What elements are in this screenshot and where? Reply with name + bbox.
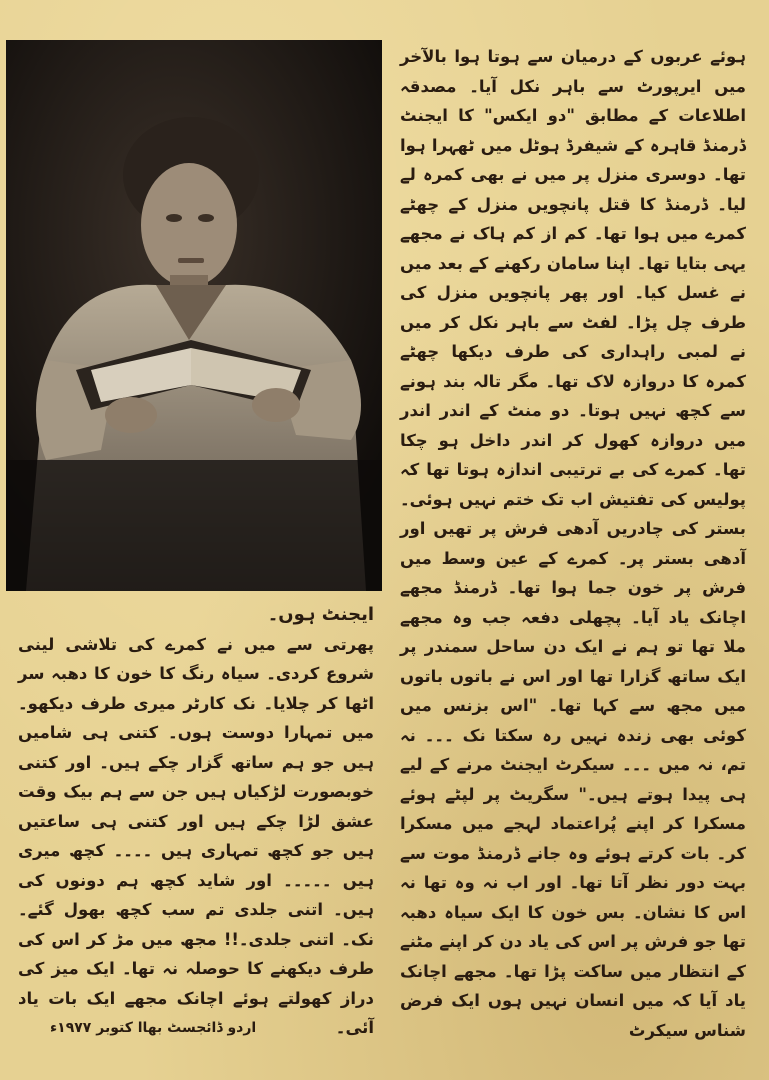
article-right-column bbox=[400, 42, 746, 1045]
article-paragraph: پھرتی سے میں نے کمرے کی تلاشی لینی شروع کردی۔ سیاہ رنگ کا خون کا دھبہ سر اٹھا کر چلایا۔ نک کارٹر میری طرف دیکھو۔ میں تمہارا دوست ہوں۔ کتنی ہی شامیں ہیں جو ہم ساتھ گزار چکے ہیں۔ اور کتنی خوبصورت لڑکیاں ہیں جن سے ہم بیک وقت عشق لڑا چکے ہیں اور کتنی ہی ساعتیں ہیں جو کچھ تمہاری ہیں ۔۔۔۔ کچھ میری ہیں ۔۔۔۔۔ اور شاید کچھ ہم دونوں کی ہیں۔ اتنی جلدی تم سب کچھ بھول گئے۔ نک۔ اتنی جلدی۔!! مجھ میں مڑ کر اس کی طرف دیکھنے کا حوصلہ نہ تھا۔ ایک میز کی دراز کھولتے ہوئے اچانک مجھے ایک بات یاد آئی۔ bbox=[18, 634, 374, 1037]
article-paragraph: ہوئے عربوں کے درمیان سے ہوتا ہوا بالآخر میں ایرپورٹ سے باہر نکل آیا۔ مصدقہ اطلاعات کے مطابق "دو ایکس" کا ایجنٹ ڈرمنڈ قاہرہ کے شیفرڈ ہوٹل میں ٹھہرا ہوا تھا۔ دوسری منزل پر میں نے بھی کمرہ لے لیا۔ ڈرمنڈ کا قتل پانچویں منزل کے چھٹے کمرے میں ہوا تھا۔ کم از کم ہاک نے مجھے یہی بتایا تھا۔ اپنا سامان رکھنے کے بعد میں نے غسل کیا۔ اور پھر پانچویں منزل کی طرف چل پڑا۔ لفٹ سے باہر نکل کر میں نے لمبی راہداری کی طرف دیکھا چھٹے کمرہ کا دروازہ لاک تھا۔ مگر تالہ بند ہونے سے کچھ نہیں ہوتا۔ دو منٹ کے اندر اندر میں دروازہ کھول کر اندر داخل ہو چکا تھا۔ کمرے کی بے ترتیبی اندازہ ہوتا تھا کہ پولیس کی تفتیش اب تک ختم نہیں ہوئی۔ بستر کی چادریں آدھی فرش پر تھیں اور آدھی بستر پر۔ کمرے کے عین وسط میں فرش پر خون جما ہوا تھا۔ ڈرمنڈ مجھے اچانک یاد آیا۔ پچھلی دفعہ جب وہ مجھے ملا تھا تو ہم نے ایک دن ساحل سمندر پر ایک ساتھ گزارا تھا اور اس نے باتوں باتوں میں مجھ سے کہا تھا۔ "اس بزنس میں کوئی بھی زندہ نہیں رہ سکتا نک ۔۔۔ نہ تم، نہ میں ۔۔۔ سیکرٹ ایجنٹ مرنے کے لیے ہی پیدا ہوتے ہیں۔" سگریٹ پر لپٹے ہوئے مسکرا کر اپنے پُراعتماد لہجے میں مسکرا کر۔ بات کرتے ہوئے وہ جانے ڈرمنڈ موت سے بہت دور نظر آتا تھا۔ اور اب نہ وہ تھا نہ اس کا نشان۔ بس خون کا ایک سیاہ دھبہ تھا جو فرش پر اس کی یاد دن کر اپنے مٹنے کے انتظار میں ساکت پڑا تھا۔ مجھے اچانک یاد آیا کہ میں انسان نہیں ہوں ایک فرض شناس سیکرٹ bbox=[400, 47, 746, 1040]
source-footer: اردو ڈائجسٹ بھاا کتوبر ۱۹۷۷ء bbox=[50, 1020, 257, 1036]
agent-photo bbox=[6, 40, 382, 591]
article-continuation-line: ایجنٹ ہوں۔ bbox=[267, 604, 374, 625]
article-left-column bbox=[18, 600, 374, 1043]
